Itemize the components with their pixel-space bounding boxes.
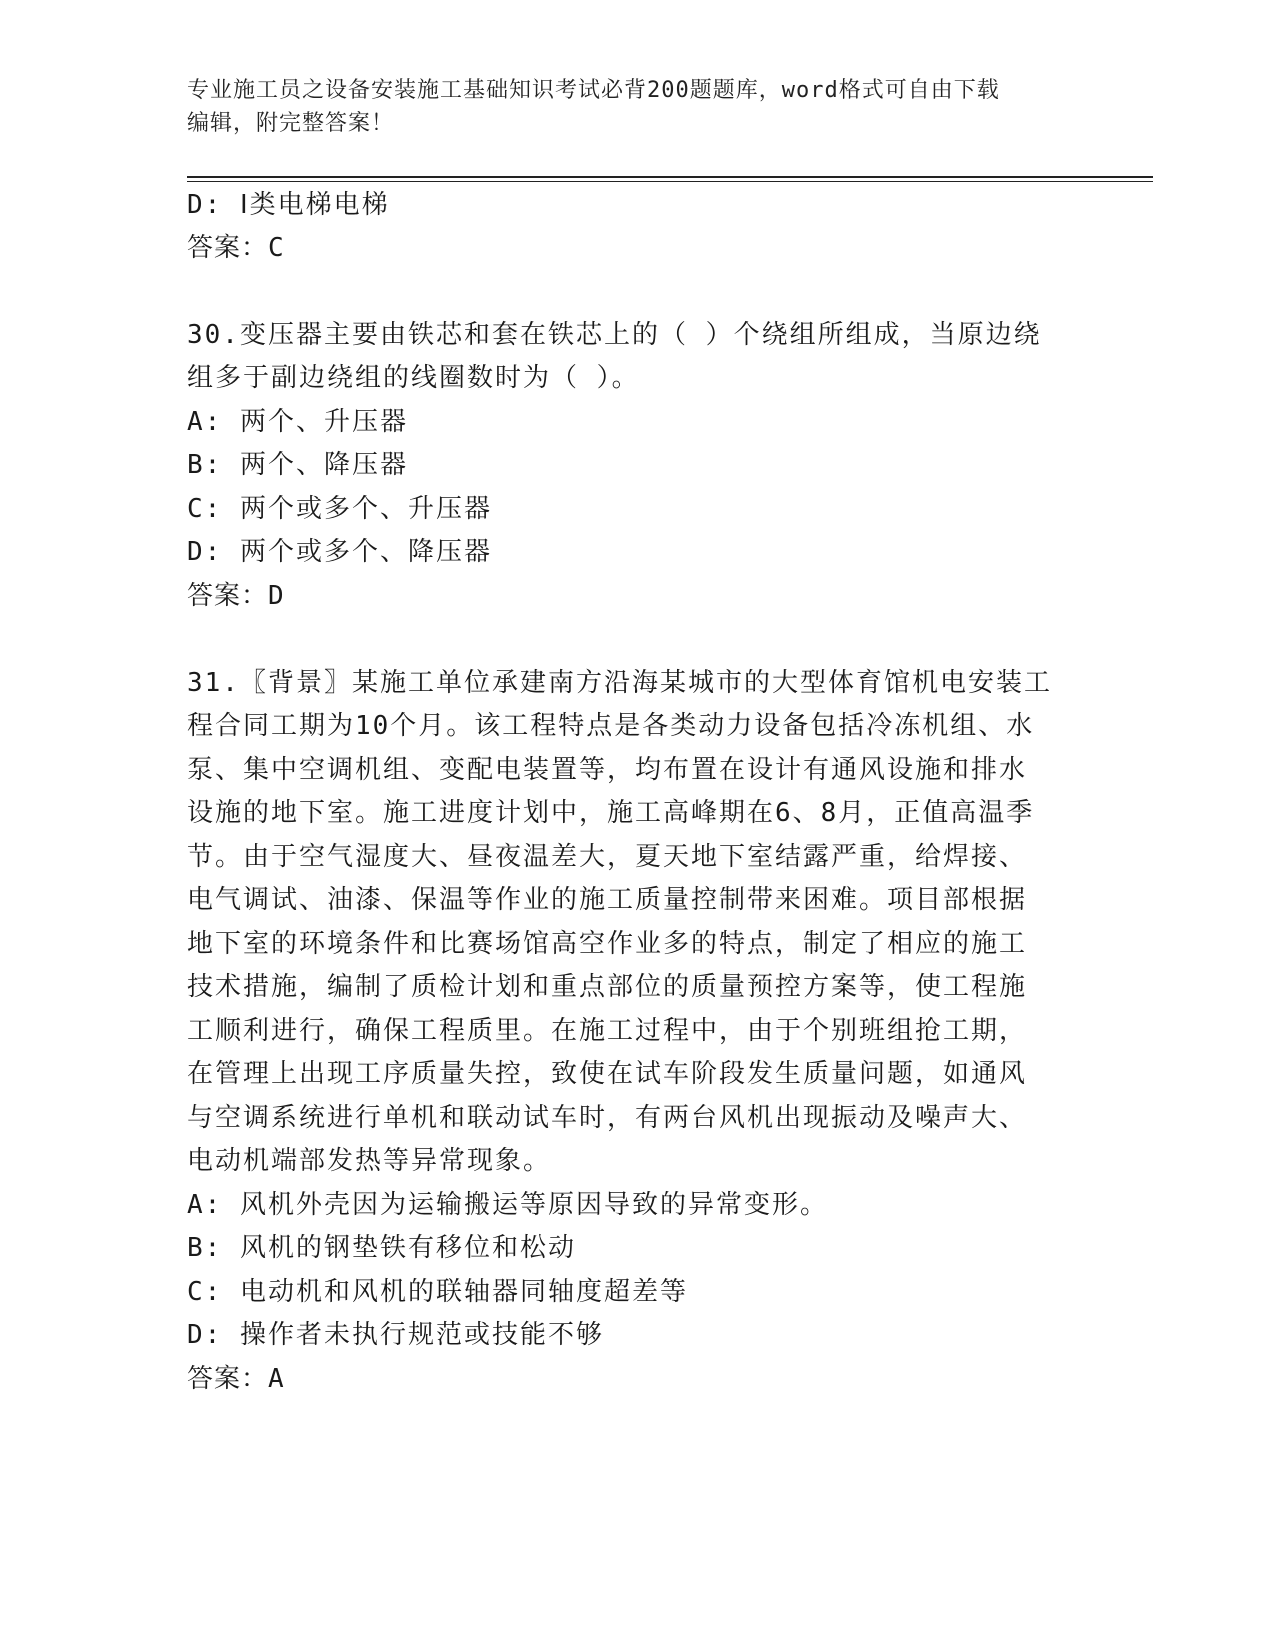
answer-label: 答案： <box>187 1364 269 1394</box>
document-header <box>187 74 1087 140</box>
q31-option-b: B: 风机的钢垫铁有移位和松动 <box>187 1233 576 1263</box>
q31-stem-line: 在管理上出现工序质量失控，致使在试车阶段发生质量问题，如通风 <box>187 1059 1028 1089</box>
q31-stem-line: 31.〖背景〗某施工单位承建南方沿海某城市的大型体育馆机电安装工 <box>187 668 1052 698</box>
q31-option-c: C: 电动机和风机的联轴器同轴度超差等 <box>187 1277 688 1307</box>
q30-option-a: A: 两个、升压器 <box>187 407 408 437</box>
answer-value: C <box>268 233 285 263</box>
q31-stem-line: 地下室的环境条件和比赛场馆高空作业多的特点，制定了相应的施工 <box>187 929 1028 959</box>
q31-option-a: A: 风机外壳因为运输搬运等原因导致的异常变形。 <box>187 1190 828 1220</box>
answer-value: D <box>268 581 285 611</box>
q30-stem-line-2: 组多于副边绕组的线圈数时为（ ）。 <box>187 363 640 393</box>
q31-stem-line: 节。由于空气湿度大、昼夜温差大，夏天地下室结露严重，给焊接、 <box>187 842 1028 872</box>
q31-stem-line: 工顺利进行，确保工程质里。在施工过程中，由于个别班组抢工期， <box>187 1016 1028 1046</box>
q31-stem-line: 电动机端部发热等异常现象。 <box>187 1146 552 1176</box>
header-line-1: 专业施工员之设备安装施工基础知识考试必背200题题库，word格式可自由下载 <box>187 78 1000 103</box>
answer-label: 答案： <box>187 233 269 263</box>
q31-stem-line: 程合同工期为10个月。该工程特点是各类动力设备包括冷冻机组、水 <box>187 711 1035 741</box>
header-line-2: 编辑，附完整答案！ <box>187 111 395 136</box>
q30-stem-line-1: 30.变压器主要由铁芯和套在铁芯上的（ ）个绕组所组成，当原边绕 <box>187 320 1042 350</box>
q30-option-c: C: 两个或多个、升压器 <box>187 494 492 524</box>
q31-stem-line: 电气调试、油漆、保温等作业的施工质量控制带来困难。项目部根据 <box>187 885 1028 915</box>
q31-stem-line: 技术措施，编制了质检计划和重点部位的质量预控方案等，使工程施 <box>187 972 1028 1002</box>
q29-option-d: D: Ⅰ类电梯电梯 <box>187 190 390 220</box>
q30-answer <box>187 581 285 611</box>
answer-value: A <box>268 1364 285 1394</box>
header-rule-thin <box>187 181 1153 182</box>
q30-option-d: D: 两个或多个、降压器 <box>187 537 492 567</box>
q31-option-d: D: 操作者未执行规范或技能不够 <box>187 1320 604 1350</box>
q30-option-b: B: 两个、降压器 <box>187 450 408 480</box>
q31-stem-line: 泵、集中空调机组、变配电装置等，均布置在设计有通风设施和排水 <box>187 755 1028 785</box>
answer-label: 答案： <box>187 581 269 611</box>
header-rule-thick <box>187 176 1153 178</box>
q31-answer <box>187 1364 285 1394</box>
q29-answer <box>187 233 285 263</box>
q31-stem-line: 与空调系统进行单机和联动试车时，有两台风机出现振动及噪声大、 <box>187 1103 1028 1133</box>
q31-stem-line: 设施的地下室。施工进度计划中，施工高峰期在6、8月，正值高温季 <box>187 798 1035 828</box>
